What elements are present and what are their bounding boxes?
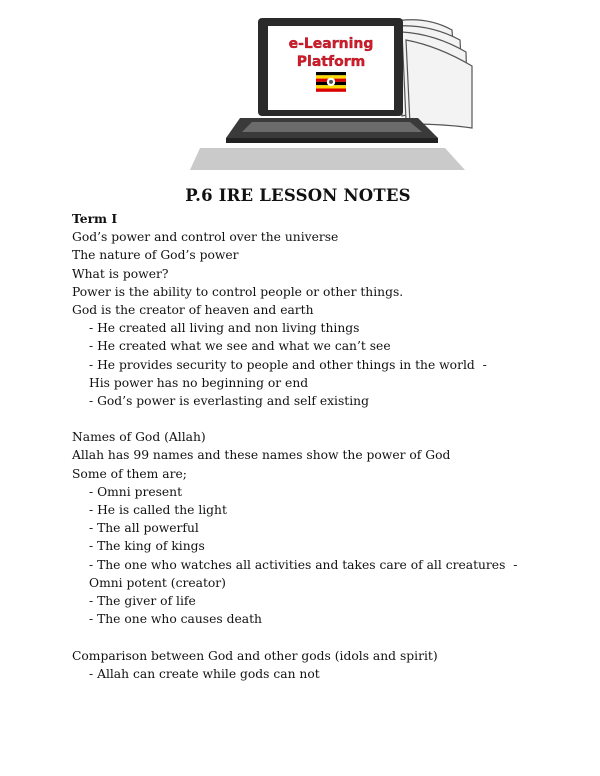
section-heading: Comparison between God and other gods (idols and spirit) [72,648,438,663]
text-line: Allah has 99 names and these names show the power of God [72,448,451,463]
bullet-item: - He created all living and non living things [89,321,360,336]
bullet-item: - God’s power is everlasting and self existing [89,393,369,408]
text-line: God’s power and control over the universe [72,230,339,245]
e-learning-platform-logo [190,10,480,180]
bullet-item: - He created what we see and what we can’t see [89,339,391,354]
bullet-item: His power has no beginning or end [89,375,309,390]
bullet-item: - The all powerful [89,521,199,536]
text-line: The nature of God’s power [72,248,239,263]
text-line: God is the creator of heaven and earth [72,302,314,317]
bullet-item: - The one who watches all activities and takes care of all creatures - [89,557,518,572]
logo-line2: Platform [296,54,366,70]
text-line: Power is the ability to control people or other things. [72,284,404,299]
spacer [72,628,572,646]
spacer [72,410,572,428]
bullet-item: - The one who causes death [89,612,262,627]
page-title: P.6 IRE LESSON NOTES [185,186,411,205]
logo-line1: e-Learning [288,36,374,52]
text-line: What is power? [72,266,169,281]
lesson-notes [72,210,572,683]
bullet-item: - The king of kings [89,539,205,554]
bullet-item: - He is called the light [89,503,227,517]
section-heading: Names of God (Allah) [72,430,206,445]
bullet-item: - The giver of life [89,593,196,608]
term-heading: Term I [72,211,118,226]
bullet-item: Omni potent (creator) [89,575,226,590]
uganda-flag-icon [316,72,346,92]
bullet-item: - He provides security to people and other things in the world - [89,357,487,372]
bullet-item: - Allah can create while gods can not [89,666,320,681]
bullet-item: - Omni present [89,484,183,499]
text-line: Some of them are; [72,466,187,481]
